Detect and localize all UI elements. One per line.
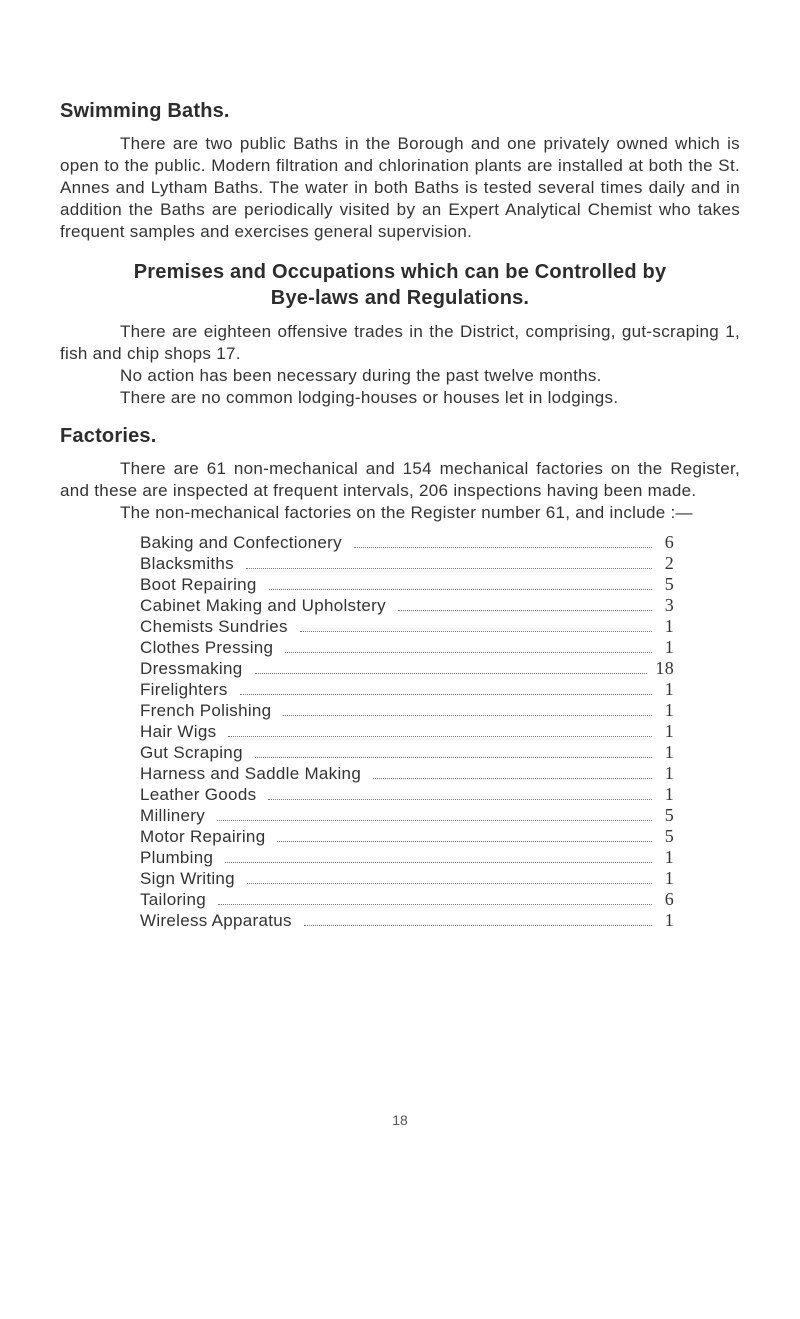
dot-leader <box>283 715 652 716</box>
list-item-label: Harness and Saddle Making <box>140 764 362 783</box>
list-item-label: Gut Scraping <box>140 743 243 762</box>
list-item-count: 18 <box>655 658 674 678</box>
factories-paragraph: The non-mechanical factories on the Register number 61, and include :— <box>120 503 693 522</box>
list-item-count: 1 <box>664 868 674 888</box>
dot-leader <box>300 631 652 632</box>
list-item-count: 1 <box>664 721 674 741</box>
dot-leader <box>225 862 652 863</box>
swimming-baths-heading: Swimming Baths. <box>60 100 230 122</box>
dot-leader <box>240 694 652 695</box>
page-number: 18 <box>392 1112 408 1128</box>
list-item <box>140 532 674 553</box>
list-item-count: 6 <box>664 532 674 552</box>
list-item-count: 1 <box>664 910 674 930</box>
dot-leader <box>277 841 652 842</box>
list-item <box>140 805 674 826</box>
dot-leader <box>268 799 652 800</box>
list-item-count: 1 <box>664 700 674 720</box>
list-item <box>140 616 674 637</box>
list-item-label: Chemists Sundries <box>140 617 288 636</box>
list-item-label: Cabinet Making and Upholstery <box>140 596 386 615</box>
list-item-label: Clothes Pressing <box>140 638 274 657</box>
list-item-count: 1 <box>664 763 674 783</box>
list-item-label: Blacksmiths <box>140 554 234 573</box>
list-item <box>140 637 674 658</box>
list-item <box>140 595 674 616</box>
dot-leader <box>247 883 652 884</box>
list-item <box>140 889 674 910</box>
dot-leader <box>285 652 652 653</box>
list-item <box>140 868 674 889</box>
list-item-label: French Polishing <box>140 701 272 720</box>
list-item-label: Boot Repairing <box>140 575 257 594</box>
dot-leader <box>246 568 652 569</box>
list-item-label: Dressmaking <box>140 659 243 678</box>
dot-leader <box>269 589 652 590</box>
list-item-label: Tailoring <box>140 890 207 909</box>
dot-leader <box>398 610 652 611</box>
list-item-label: Millinery <box>140 806 206 825</box>
list-item-count: 2 <box>664 553 674 573</box>
dot-leader <box>228 736 652 737</box>
list-item-count: 1 <box>664 616 674 636</box>
list-item <box>140 553 674 574</box>
list-item <box>140 700 674 721</box>
list-item <box>140 679 674 700</box>
swimming-baths-section <box>60 100 740 243</box>
list-item-count: 5 <box>664 826 674 846</box>
list-item-label: Hair Wigs <box>140 722 217 741</box>
list-item-count: 3 <box>664 595 674 615</box>
list-item-count: 1 <box>664 784 674 804</box>
list-item-count: 1 <box>664 742 674 762</box>
list-item <box>140 910 674 931</box>
list-item-label: Leather Goods <box>140 785 257 804</box>
premises-heading <box>60 259 740 311</box>
list-item-count: 1 <box>664 847 674 867</box>
document-page <box>60 100 740 947</box>
list-item-count: 6 <box>664 889 674 909</box>
list-item <box>140 826 674 847</box>
list-item-label: Baking and Confectionery <box>140 533 342 552</box>
factories-section <box>60 425 740 931</box>
list-item <box>140 574 674 595</box>
list-item-label: Sign Writing <box>140 869 235 888</box>
list-item <box>140 784 674 805</box>
factories-heading: Factories. <box>60 425 157 447</box>
premises-paragraph: There are no common lodging-houses or houses let in lodgings. <box>120 388 619 407</box>
premises-section <box>60 259 740 409</box>
premises-paragraph: There are eighteen offensive trades in the District, comprising, gut-scraping 1, fish and chip shops 17. <box>60 322 740 363</box>
premises-heading-line1: Premises and Occupations which can be Controlled by <box>133 261 667 283</box>
list-item <box>140 721 674 742</box>
dot-leader <box>255 757 652 758</box>
dot-leader <box>217 820 652 821</box>
dot-leader <box>218 904 652 905</box>
list-item-count: 1 <box>664 637 674 657</box>
list-item <box>140 763 674 784</box>
factories-paragraph: There are 61 non-mechanical and 154 mechanical factories on the Register, and these are inspected at frequent intervals, 206 inspections having been made. <box>60 459 740 500</box>
list-item-count: 1 <box>664 679 674 699</box>
list-item <box>140 742 674 763</box>
list-item-label: Firelighters <box>140 680 228 699</box>
dot-leader <box>304 925 652 926</box>
dot-leader <box>354 547 652 548</box>
swimming-baths-paragraph: There are two public Baths in the Borough and one privately owned which is open to the public. Modern filtration and chlorination plants are installed at both the St. Annes and Lytham Baths. The water in both Baths is tested several times daily and in addition the Baths are periodically visited by an Expert Analytical Chemist who takes frequent samples and exercises general supervision. <box>60 134 740 241</box>
list-item <box>140 847 674 868</box>
list-item-count: 5 <box>664 805 674 825</box>
list-item-label: Motor Repairing <box>140 827 266 846</box>
list-item-label: Wireless Apparatus <box>140 911 292 930</box>
list-item-label: Plumbing <box>140 848 214 867</box>
premises-paragraph: No action has been necessary during the past twelve months. <box>120 366 602 385</box>
premises-heading-line2: Bye-laws and Regulations. <box>270 287 530 309</box>
list-item <box>140 658 674 679</box>
dot-leader <box>255 673 648 674</box>
list-item-count: 5 <box>664 574 674 594</box>
dot-leader <box>373 778 652 779</box>
factory-list <box>140 532 674 931</box>
